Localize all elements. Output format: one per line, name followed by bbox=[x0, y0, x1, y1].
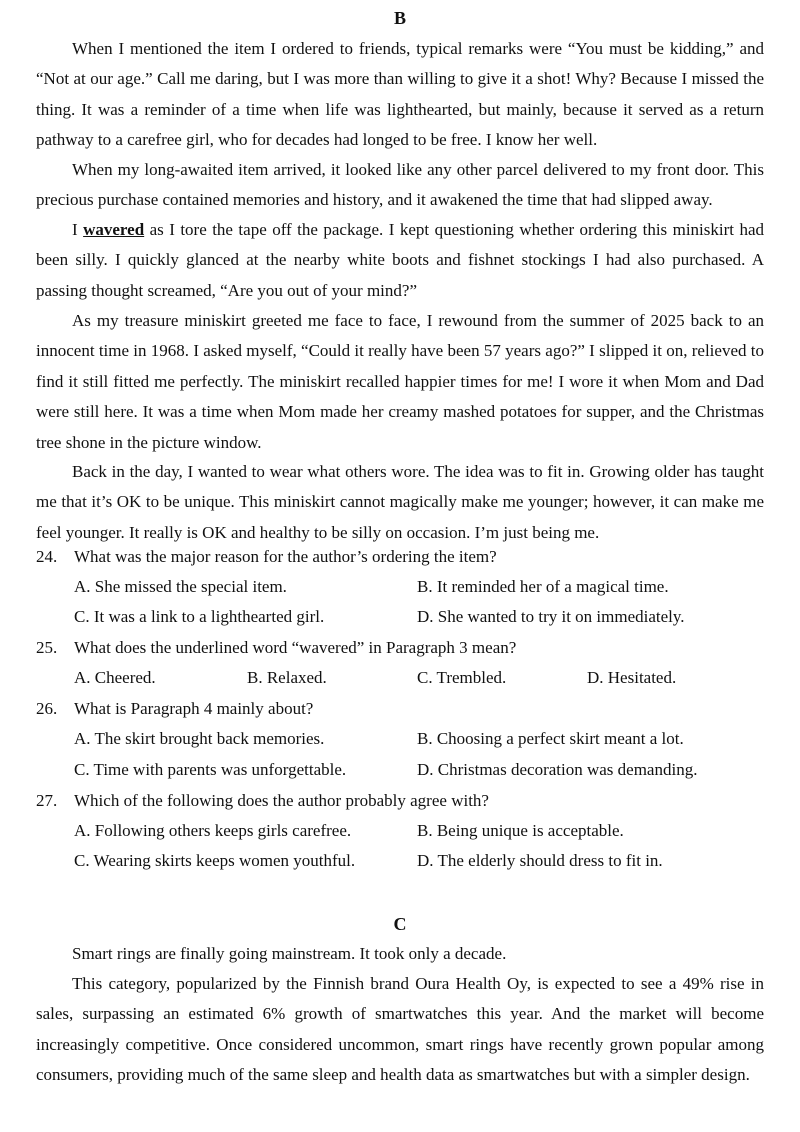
question-number: 24. bbox=[36, 547, 58, 566]
section-c-title: C bbox=[393, 914, 407, 934]
question-text: Which of the following does the author probably agree with? bbox=[74, 791, 489, 810]
underlined-word-wavered: wavered bbox=[83, 220, 145, 239]
section-c-paragraph-2: This category, popularized by the Finnish brand Oura Health Oy, is expected to see a 49% rise in sales, surpassing an estimated 6% growth of smartwatches this year. And the market will become increasingly competitive. Once considered uncommon, smart rings have recently grown popular among consumers, providing much of the same sleep and health data as smartwatches but with a simpler design. bbox=[36, 974, 764, 1085]
section-c-paragraph-1: Smart rings are finally going mainstream. It took only a decade. bbox=[72, 944, 507, 963]
q26-option-c: C. Time with parents was unforgettable. bbox=[74, 760, 347, 779]
question-number: 26. bbox=[36, 699, 58, 718]
question-text: What was the major reason for the author’s ordering the item? bbox=[74, 547, 497, 566]
q27-option-d: D. The elderly should dress to fit in. bbox=[417, 851, 663, 870]
q24-option-c: C. It was a link to a lighthearted girl. bbox=[74, 607, 325, 626]
question-24 bbox=[36, 542, 764, 572]
q25-option-c: C. Trembled. bbox=[417, 668, 507, 687]
question-text: What is Paragraph 4 mainly about? bbox=[74, 699, 314, 718]
question-number: 25. bbox=[36, 638, 58, 657]
question-number: 27. bbox=[36, 791, 58, 810]
q25-option-a: A. Cheered. bbox=[74, 668, 156, 687]
section-b-title: B bbox=[393, 8, 406, 28]
section-b-paragraph-4: As my treasure miniskirt greeted me face to face, I rewound from the summer of 2025 back to an innocent time in 1968. I asked myself, “Could it really have been 57 years ago?” I slipped it on, relieved to find it still fitted me perfectly. The miniskirt recalled happier times for me! I wore it when Mom and Dad were still here. It was a time when Mom made her creamy mashed potatoes for supper, and the Christmas tree shone in the picture window. bbox=[36, 311, 764, 452]
q25-option-d: D. Hesitated. bbox=[587, 668, 677, 687]
q27-option-a: A. Following others keeps girls carefree. bbox=[74, 821, 352, 840]
paragraph-3-lead: I bbox=[72, 220, 84, 239]
q24-option-d: D. She wanted to try it on immediately. bbox=[417, 607, 685, 626]
paragraph-3-rest: as I tore the tape off the package. I kept questioning whether ordering this miniskirt had been silly. I quickly glanced at the nearby white boots and fishnet stockings I had also purchased. A passing thought screamed, “Are you out of your mind?” bbox=[36, 220, 764, 300]
question-27 bbox=[36, 786, 764, 816]
q25-option-b: B. Relaxed. bbox=[247, 668, 327, 687]
section-b-paragraph-2: When my long-awaited item arrived, it looked like any other parcel delivered to my front door. This precious purchase contained memories and history, and it awakened the time that had slipped away. bbox=[36, 160, 764, 210]
q27-option-b: B. Being unique is acceptable. bbox=[417, 821, 624, 840]
q26-option-b: B. Choosing a perfect skirt meant a lot. bbox=[417, 729, 684, 748]
q26-option-a: A. The skirt brought back memories. bbox=[74, 729, 325, 748]
section-b-paragraph-5: Back in the day, I wanted to wear what others wore. The idea was to fit in. Growing older has taught me that it’s OK to be unique. This miniskirt cannot magically make me younger; however, it can make me feel younger. It really is OK and healthy to be silly on occasion. I’m just being me. bbox=[36, 462, 764, 542]
q26-option-d: D. Christmas decoration was demanding. bbox=[417, 760, 698, 779]
q24-option-b: B. It reminded her of a magical time. bbox=[417, 577, 669, 596]
q24-option-a: A. She missed the special item. bbox=[74, 577, 287, 596]
section-b-paragraph-1: When I mentioned the item I ordered to friends, typical remarks were “You must be kidding,” and “Not at our age.” Call me daring, but I was more than willing to give it a shot! Why? Because I missed the thing. It was a reminder of a time when life was lighthearted, but mainly, because it served as a return pathway to a carefree girl, who for decades had longed to be free. I know her well. bbox=[36, 39, 764, 150]
question-26 bbox=[36, 694, 764, 724]
question-25 bbox=[36, 633, 764, 663]
section-b-paragraph-3 bbox=[36, 215, 764, 306]
question-text: What does the underlined word “wavered” in Paragraph 3 mean? bbox=[74, 638, 517, 657]
q27-option-c: C. Wearing skirts keeps women youthful. bbox=[74, 851, 356, 870]
